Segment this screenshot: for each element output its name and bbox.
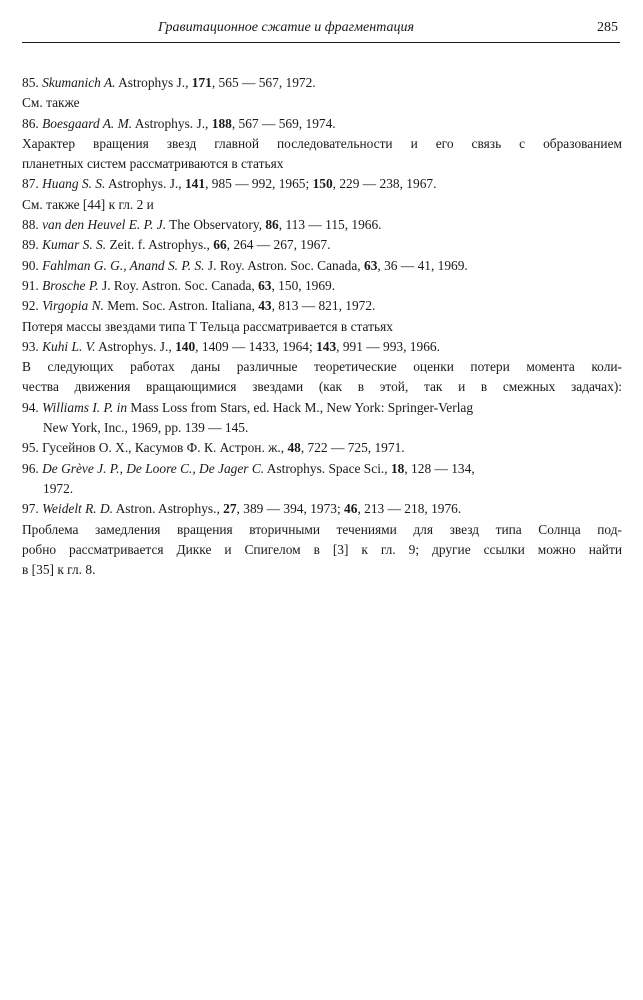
reference-number: 85. (22, 75, 39, 90)
text-line: робно рассматривается Дикке и Спигелом в [3] к гл. 9; другие ссылки можно найти (22, 541, 622, 557)
reference-item (22, 215, 622, 235)
reference-volume: 143 (316, 338, 337, 354)
running-title: Гравитационное сжатие и фрагментация (157, 20, 414, 35)
reference-source: Astrophys. J., (98, 338, 176, 354)
reference-number: 93. (22, 338, 39, 354)
reference-volume: 27 (223, 501, 237, 517)
reference-pages: , 128 — 134, (404, 460, 475, 476)
reference-source: Гусейнов О. Х., Касумов Ф. К. Астрон. ж., (42, 440, 288, 456)
reference-number: 90. (22, 257, 39, 273)
reference-pages: , 389 — 394, 1973; (236, 501, 345, 517)
text-line: Проблема замедления вращения вторичными течениями для звезд типа Солнца под- (22, 521, 622, 537)
reference-number: 95. (22, 440, 39, 456)
reference-item (22, 459, 622, 479)
reference-source: Astrophys J., (118, 75, 192, 90)
reference-pages: , 567 — 569, 1974. (231, 115, 336, 131)
reference-pages: , 229 — 238, 1967. (332, 176, 437, 192)
text-line: См. также (22, 95, 80, 111)
reference-item (22, 73, 622, 93)
text-line: в [35] к гл. 8. (22, 562, 96, 578)
reference-pages: , 36 — 41, 1969. (377, 257, 468, 273)
reference-number: 92. (22, 298, 39, 314)
reference-item (22, 174, 622, 194)
reference-source: J. Roy. Astron. Soc. Canada, (102, 277, 259, 293)
text-line: чества движения вращающимися звездами (как в этой, так и в смежных задачах): (22, 379, 622, 395)
reference-item (22, 296, 622, 316)
reference-continuation: New York, Inc., 1969, pp. 139 — 145. (43, 420, 249, 436)
reference-number: 88. (22, 217, 39, 233)
text-line: См. также [44] к гл. 2 и (22, 196, 154, 212)
reference-author: Fahlman G. G., Anand S. P. S. (42, 257, 205, 273)
reference-volume: 86 (265, 217, 279, 233)
text-line: планетных систем рассматриваются в статьях (22, 156, 284, 172)
reference-item (22, 337, 622, 357)
reference-author: Virgopia N. (42, 298, 104, 314)
reference-source: Mem. Soc. Astron. Italiana, (107, 298, 259, 314)
reference-pages: , 813 — 821, 1972. (271, 298, 376, 314)
reference-author: Williams I. P. in (42, 399, 128, 415)
reference-author: Weidelt R. D. (42, 501, 114, 517)
reference-pages: , 722 — 725, 1971. (300, 440, 405, 456)
reference-volume: 63 (364, 257, 378, 273)
reference-source: Astrophys. J., (134, 115, 212, 131)
reference-item (22, 499, 622, 519)
reference-source: Mass Loss from Stars, ed. Hack M., New York: Springer-Verlag (130, 399, 474, 415)
reference-author: Kumar S. S. (42, 237, 107, 253)
reference-author: De Grève J. P., De Loore C., De Jager C. (42, 460, 265, 476)
reference-number: 89. (22, 237, 39, 253)
reference-volume: 66 (213, 237, 227, 253)
reference-number: 86. (22, 115, 39, 131)
text-line: В следующих работах даны различные теоретические оценки потери момента коли- (22, 359, 622, 375)
reference-volume: 48 (287, 440, 301, 456)
page-number: 285 (597, 20, 618, 35)
reference-volume: 188 (211, 115, 232, 131)
text-line: Характер вращения звезд главной последовательности и его связь с образованием (22, 135, 622, 151)
reference-author: van den Heuvel E. P. J. (42, 217, 167, 233)
reference-pages: , 1409 — 1433, 1964; (195, 338, 317, 354)
reference-item (22, 438, 622, 458)
reference-pages: , 565 — 567, 1972. (211, 75, 316, 90)
reference-source: The Observatory, (169, 217, 266, 233)
reference-item (22, 256, 622, 276)
reference-continuation: 1972. (43, 480, 74, 496)
reference-number: 91. (22, 277, 39, 293)
reference-volume: 43 (258, 298, 272, 314)
reference-author: Boesgaard A. M. (42, 115, 133, 131)
reference-number: 94. (22, 399, 39, 415)
reference-pages: , 113 — 115, 1966. (278, 217, 382, 233)
reference-volume: 46 (344, 501, 358, 517)
reference-pages: , 264 — 267, 1967. (226, 237, 331, 253)
reference-pages: , 150, 1969. (271, 277, 336, 293)
reference-item (22, 398, 622, 418)
reference-volume: 141 (184, 176, 206, 192)
reference-number: 96. (22, 460, 39, 476)
reference-volume: 150 (312, 176, 333, 192)
reference-author: Kuhi L. V. (42, 338, 96, 354)
reference-number: 97. (22, 501, 39, 517)
reference-volume: 140 (175, 338, 196, 354)
reference-author: Brosche P. (42, 277, 99, 293)
page-header (22, 16, 620, 43)
reference-pages: , 991 — 993, 1966. (336, 338, 440, 354)
reference-source: Astrophys. Space Sci., (266, 460, 391, 476)
reference-source: Astron. Astrophys., (115, 501, 224, 517)
reference-volume: 171 (191, 75, 212, 90)
reference-pages: , 985 — 992, 1965; (205, 176, 313, 192)
reference-source: Zeit. f. Astrophys., (109, 237, 214, 253)
reference-source: Astrophys. J., (107, 176, 185, 192)
reference-author: Huang S. S. (42, 176, 106, 192)
reference-volume: 18 (390, 460, 405, 476)
reference-author: Skumanich A. (42, 75, 116, 90)
reference-item (22, 235, 622, 255)
reference-list (22, 73, 622, 580)
reference-volume: 63 (258, 277, 272, 293)
reference-pages: , 213 — 218, 1976. (357, 501, 462, 517)
reference-item (22, 276, 622, 296)
reference-source: J. Roy. Astron. Soc. Canada, (207, 257, 364, 273)
reference-item (22, 114, 622, 134)
text-line: Потеря массы звездами типа Т Тельца рассматривается в статьях (22, 318, 393, 334)
reference-number: 87. (22, 176, 39, 192)
